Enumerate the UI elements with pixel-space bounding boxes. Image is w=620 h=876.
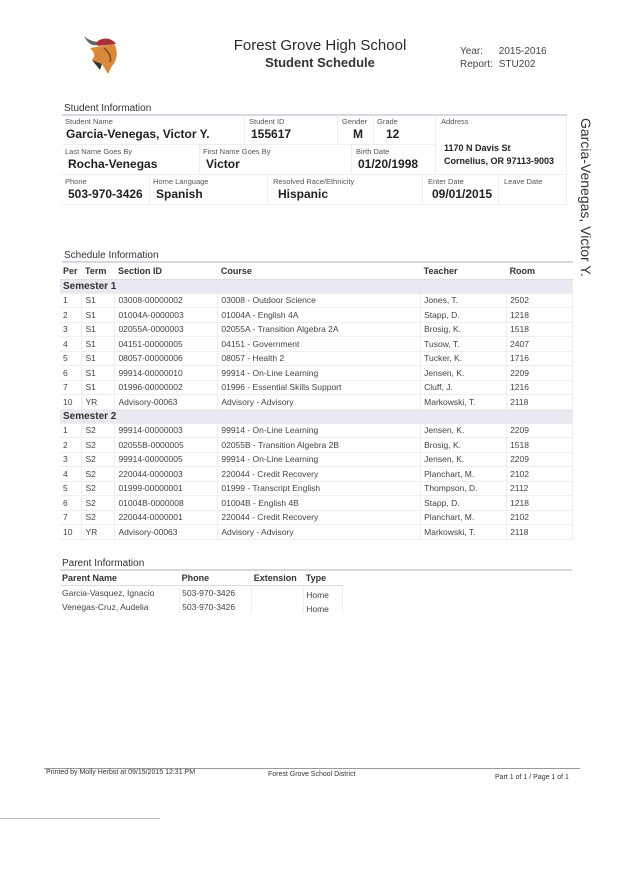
enter-date-field: Enter Date 09/01/2015 <box>423 175 499 205</box>
viking-mascot-logo <box>78 30 122 78</box>
schedule-row <box>60 438 573 453</box>
column-header-phone: Phone <box>180 571 252 585</box>
first-name-goes-by-field: First Name Goes By Victor <box>200 145 352 175</box>
cell-section-id: 220044-0000001 <box>115 510 218 525</box>
parent-row <box>60 585 343 600</box>
cell-section-id: Advisory-00063 <box>115 395 218 410</box>
schedule-row <box>60 423 573 438</box>
grade-field: Grade 12 <box>374 115 436 145</box>
cell-teacher: Cluff, J. <box>421 380 507 395</box>
last-name-goes-by-field: Last Name Goes By Rocha-Venegas <box>62 145 200 175</box>
cell-course: 01004B - English 4B <box>218 496 421 511</box>
cell-period: 5 <box>60 481 82 496</box>
semester-header-row <box>60 279 573 293</box>
side-student-name: Garcia-Venegas, Victor Y. <box>578 118 594 277</box>
cell-course: 99914 - On-Line Learning <box>218 452 421 467</box>
cell-section-id: 99914-00000010 <box>115 366 218 381</box>
cell-term: S1 <box>82 322 115 337</box>
cell-course: 99914 - On-Line Learning <box>218 423 421 438</box>
cell-teacher: Markowski, T. <box>421 395 507 410</box>
cell-section-id: 08057-00000006 <box>115 351 218 366</box>
address-field: Address 1170 N Davis St Cornelius, OR 97113-9003 <box>436 115 567 175</box>
cell-section-id: 220044-0000003 <box>115 467 218 482</box>
race-field: Resolved Race/Ethnicity Hispanic <box>268 175 423 205</box>
phone-field: Phone 503-970-3426 <box>62 175 150 205</box>
cell-course: 99914 - On-Line Learning <box>218 366 421 381</box>
column-header-course: Course <box>218 263 421 279</box>
cell-period: 10 <box>60 395 82 410</box>
schedule-row <box>60 308 573 323</box>
cell-course: Advisory - Advisory <box>218 395 421 410</box>
home-language-field: Home Language Spanish <box>150 175 268 205</box>
cell-course: 220044 - Credit Recovery <box>218 467 421 482</box>
student-info-box <box>62 115 567 207</box>
cell-teacher: Jensen, K. <box>421 452 507 467</box>
cell-course: 01996 - Essential Skills Support <box>218 380 421 395</box>
cell-course: 220044 - Credit Recovery <box>218 510 421 525</box>
address-line2: Cornelius, OR 97113-9003 <box>444 156 555 166</box>
cell-period: 3 <box>60 452 82 467</box>
schedule-row <box>60 337 573 352</box>
cell-period: 4 <box>60 467 82 482</box>
parent-name: Garcia-Vasquez, Ignacio <box>60 585 180 600</box>
cell-term: S2 <box>82 481 115 496</box>
enter-date: 09/01/2015 <box>432 187 493 201</box>
year-label: Year: <box>460 46 483 57</box>
race: Hispanic <box>278 187 329 201</box>
cell-section-id: 01004B-0000008 <box>115 496 218 511</box>
column-header-type: Type <box>304 571 343 585</box>
report-label: Report: <box>460 59 493 70</box>
cell-room: 2102 <box>507 510 573 525</box>
cell-teacher: Markowski, T. <box>421 525 507 540</box>
schedule-row <box>60 510 573 525</box>
cell-period: 7 <box>60 510 82 525</box>
cell-section-id: 99914-00000005 <box>115 452 218 467</box>
student-info-title: Student Information <box>64 103 152 114</box>
schedule-table <box>60 263 573 540</box>
cell-room: 2502 <box>507 293 573 308</box>
cell-term: S2 <box>82 496 115 511</box>
column-header-per: Per <box>60 263 82 279</box>
cell-teacher: Stapp, D. <box>421 496 507 511</box>
cell-room: 1518 <box>507 322 573 337</box>
cell-section-id: 04151-00000005 <box>115 337 218 352</box>
cell-term: S1 <box>82 308 115 323</box>
printed-by: Printed by Molly Herbst at 09/15/2015 12:31 PM <box>46 769 196 776</box>
cell-period: 3 <box>60 322 82 337</box>
schedule-row <box>60 467 573 482</box>
cell-room: 2102 <box>507 467 573 482</box>
schedule-row <box>60 525 573 540</box>
cell-course: 01004A - English 4A <box>218 308 421 323</box>
cell-room: 1518 <box>507 438 573 453</box>
schedule-row <box>60 322 573 337</box>
last-name-goes-by: Rocha-Venegas <box>68 157 158 171</box>
student-name-field: Student Name Garcia-Venegas, Victor Y. <box>62 115 245 145</box>
cell-term: S2 <box>82 423 115 438</box>
cell-term: S1 <box>82 351 115 366</box>
cell-period: 1 <box>60 423 82 438</box>
schedule-row <box>60 452 573 467</box>
schedule-row <box>60 481 573 496</box>
cell-section-id: 99914-00000003 <box>115 423 218 438</box>
cell-course: 02055B - Transition Algebra 2B <box>218 438 421 453</box>
cell-period: 10 <box>60 525 82 540</box>
cell-room: 2209 <box>507 366 573 381</box>
cell-teacher: Jones, T. <box>421 293 507 308</box>
birth-date: 01/20/1998 <box>358 157 419 171</box>
cell-term: S1 <box>82 366 115 381</box>
parent-name: Venegas-Cruz, Audelia <box>60 600 180 614</box>
cell-section-id: 02055B-0000005 <box>115 438 218 453</box>
cell-teacher: Stapp, D. <box>421 308 507 323</box>
cell-term: S2 <box>82 467 115 482</box>
cell-room: 1218 <box>507 308 573 323</box>
cell-room: 2118 <box>507 395 573 410</box>
semester-label: Semester 2 <box>60 409 573 423</box>
parent-info-title: Parent Information <box>62 558 145 569</box>
cell-period: 7 <box>60 380 82 395</box>
cell-room: 1216 <box>507 380 573 395</box>
cell-course: 08057 - Health 2 <box>218 351 421 366</box>
cell-course: 03008 - Outdoor Science <box>218 293 421 308</box>
schedule-row <box>60 395 573 410</box>
column-header-room: Room <box>507 263 573 279</box>
cell-period: 2 <box>60 438 82 453</box>
schedule-row <box>60 293 573 308</box>
cell-teacher: Planchart, M. <box>421 510 507 525</box>
student-id-field: Student ID 155617 <box>245 115 338 145</box>
schedule-row <box>60 351 573 366</box>
cell-section-id: 03008-00000002 <box>115 293 218 308</box>
report-value: STU202 <box>498 59 536 70</box>
cell-section-id: Advisory-00063 <box>115 525 218 540</box>
parent-phone: 503-970-3426 <box>180 585 252 600</box>
parents-table <box>60 571 343 614</box>
cell-course: 02055A - Transition Algebra 2A <box>218 322 421 337</box>
gender: M <box>353 127 363 141</box>
district-name: Forest Grove School District <box>268 771 356 778</box>
school-name: Forest Grove High School <box>233 37 407 54</box>
cell-room: 1218 <box>507 496 573 511</box>
page-number: Part 1 of 1 / Page 1 of 1 <box>495 774 569 781</box>
cell-teacher: Tusow, T. <box>421 337 507 352</box>
parent-extension <box>252 600 304 614</box>
cell-term: S2 <box>82 510 115 525</box>
cell-period: 5 <box>60 351 82 366</box>
schedule-row <box>60 366 573 381</box>
cell-term: S1 <box>82 337 115 352</box>
grade: 12 <box>386 127 400 141</box>
year-value: 2015-2016 <box>498 46 547 57</box>
cell-teacher: Jensen, K. <box>421 366 507 381</box>
report-title: Student Schedule <box>265 55 375 70</box>
cell-teacher: Thompson, D. <box>421 481 507 496</box>
schedule-info-title: Schedule Information <box>64 250 159 261</box>
semester-header-row <box>60 409 573 423</box>
student-name: Garcia-Venegas, Victor Y. <box>66 127 210 141</box>
schedule-row <box>60 496 573 511</box>
parent-phone: 503-970-3426 <box>180 600 252 614</box>
cell-term: S1 <box>82 380 115 395</box>
column-header-section-id: Section ID <box>115 263 218 279</box>
cell-room: 2209 <box>507 423 573 438</box>
column-header-extension: Extension <box>252 571 304 585</box>
cell-term: YR <box>82 395 115 410</box>
column-header-term: Term <box>82 263 115 279</box>
cell-room: 1716 <box>507 351 573 366</box>
cell-room: 2112 <box>507 481 573 496</box>
scan-edge-line <box>0 818 160 819</box>
cell-section-id: 01004A-0000003 <box>115 308 218 323</box>
column-header-teacher: Teacher <box>421 263 507 279</box>
first-name-goes-by: Victor <box>206 157 240 171</box>
cell-teacher: Jensen, K. <box>421 423 507 438</box>
cell-period: 4 <box>60 337 82 352</box>
cell-teacher: Brosig, K. <box>421 322 507 337</box>
parent-type: Home <box>304 585 343 600</box>
cell-section-id: 02055A-0000003 <box>115 322 218 337</box>
cell-room: 2118 <box>507 525 573 540</box>
cell-room: 2407 <box>507 337 573 352</box>
cell-term: S2 <box>82 438 115 453</box>
home-language: Spanish <box>156 187 203 201</box>
parent-extension <box>252 585 304 600</box>
cell-room: 2209 <box>507 452 573 467</box>
schedule-header-row <box>60 263 573 279</box>
cell-section-id: 01996-00000002 <box>115 380 218 395</box>
gender-field: Gender M <box>338 115 374 145</box>
cell-section-id: 01999-00000001 <box>115 481 218 496</box>
cell-period: 6 <box>60 496 82 511</box>
parent-row <box>60 600 343 614</box>
cell-teacher: Brosig, K. <box>421 438 507 453</box>
cell-period: 6 <box>60 366 82 381</box>
schedule-row <box>60 380 573 395</box>
cell-term: S2 <box>82 452 115 467</box>
semester-label: Semester 1 <box>60 279 573 293</box>
cell-term: YR <box>82 525 115 540</box>
column-header-parent-name: Parent Name <box>60 571 180 585</box>
report-meta <box>460 45 547 71</box>
parents-header-row <box>60 571 343 585</box>
cell-period: 2 <box>60 308 82 323</box>
cell-teacher: Planchart, M. <box>421 467 507 482</box>
birth-date-field: Birth Date 01/20/1998 <box>352 145 436 175</box>
cell-teacher: Tucker, K. <box>421 351 507 366</box>
cell-course: Advisory - Advisory <box>218 525 421 540</box>
student-id: 155617 <box>251 127 292 141</box>
report-header <box>190 37 450 70</box>
cell-course: 01999 - Transcript English <box>218 481 421 496</box>
cell-term: S1 <box>82 293 115 308</box>
address-line1: 1170 N Davis St <box>444 143 511 153</box>
cell-course: 04151 - Government <box>218 337 421 352</box>
cell-period: 1 <box>60 293 82 308</box>
phone: 503-970-3426 <box>68 187 143 201</box>
leave-date-field: Leave Date <box>499 175 567 205</box>
parent-type: Home <box>304 600 343 614</box>
